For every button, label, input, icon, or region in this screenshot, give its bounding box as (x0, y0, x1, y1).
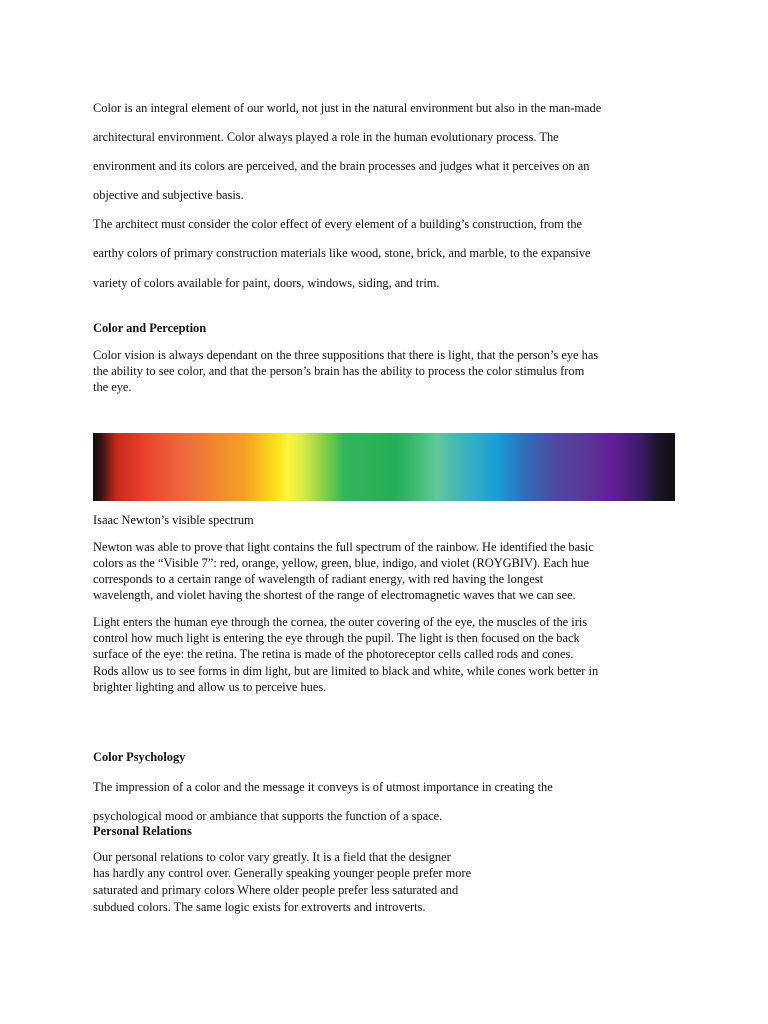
newton-line: corresponds to a certain range of wavelength of radiant energy, with red having the longest (93, 572, 544, 586)
personal-line: saturated and primary colors Where older people prefer less saturated and (93, 883, 459, 897)
intro-line: environment and its colors are perceived, and the brain processes and judges what it perceives on an (93, 159, 590, 173)
personal-line: subdued colors. The same logic exists for extroverts and introverts. (93, 900, 426, 914)
personal-line: Our personal relations to color vary greatly. It is a field that the designer (93, 850, 451, 864)
intro-line: objective and subjective basis. (93, 188, 244, 202)
intro-line: architectural environment. Color always played a role in the human evolutionary process. The (93, 130, 559, 144)
newton-line: wavelength, and violet having the shortest of the range of electromagnetic waves that we can see. (93, 588, 576, 602)
personal-line: has hardly any control over. Generally speaking younger people prefer more (93, 866, 472, 880)
psychology-line: The impression of a color and the message it conveys is of utmost importance in creating the (93, 780, 553, 794)
perception-line: the eye. (93, 380, 132, 394)
eye-line: Light enters the human eye through the cornea, the outer covering of the eye, the muscles of the iris (93, 615, 588, 629)
intro-line: Color is an integral element of our world, not just in the natural environment but also in the man-made (93, 101, 602, 115)
intro-line: earthy colors of primary construction materials like wood, stone, brick, and marble, to the expansive (93, 246, 591, 260)
section-heading-perception: Color and Perception (93, 321, 207, 335)
newton-line: Newton was able to prove that light contains the full spectrum of the rainbow. He identified the basic (93, 540, 594, 554)
eye-line: Rods allow us to see forms in dim light, but are limited to black and white, while cones work better in (93, 664, 599, 678)
section-heading-psychology: Color Psychology (93, 750, 186, 764)
eye-line: surface of the eye: the retina. The retina is made of the photoreceptor cells called rods and cones. (93, 647, 574, 661)
psychology-line: psychological mood or ambiance that supports the function of a space. (93, 809, 443, 823)
visible-spectrum-image (93, 433, 675, 501)
intro-line: The architect must consider the color effect of every element of a building’s construction, from the (93, 217, 583, 231)
newton-line: colors as the “Visible 7”: red, orange, yellow, green, blue, indigo, and violet (ROYGBIV). Each hue (93, 556, 589, 570)
perception-line: Color vision is always dependant on the three suppositions that there is light, that the person’s eye has (93, 348, 599, 362)
intro-line: variety of colors available for paint, doors, windows, siding, and trim. (93, 276, 440, 290)
perception-line: the ability to see color, and that the person’s brain has the ability to process the color stimulus from (93, 364, 585, 378)
figure-caption: Isaac Newton’s visible spectrum (93, 513, 254, 527)
section-heading-personal: Personal Relations (93, 824, 192, 838)
eye-line: control how much light is entering the eye through the pupil. The light is then focused on the back (93, 631, 580, 645)
eye-line: brighter lighting and allow us to perceive hues. (93, 680, 327, 694)
